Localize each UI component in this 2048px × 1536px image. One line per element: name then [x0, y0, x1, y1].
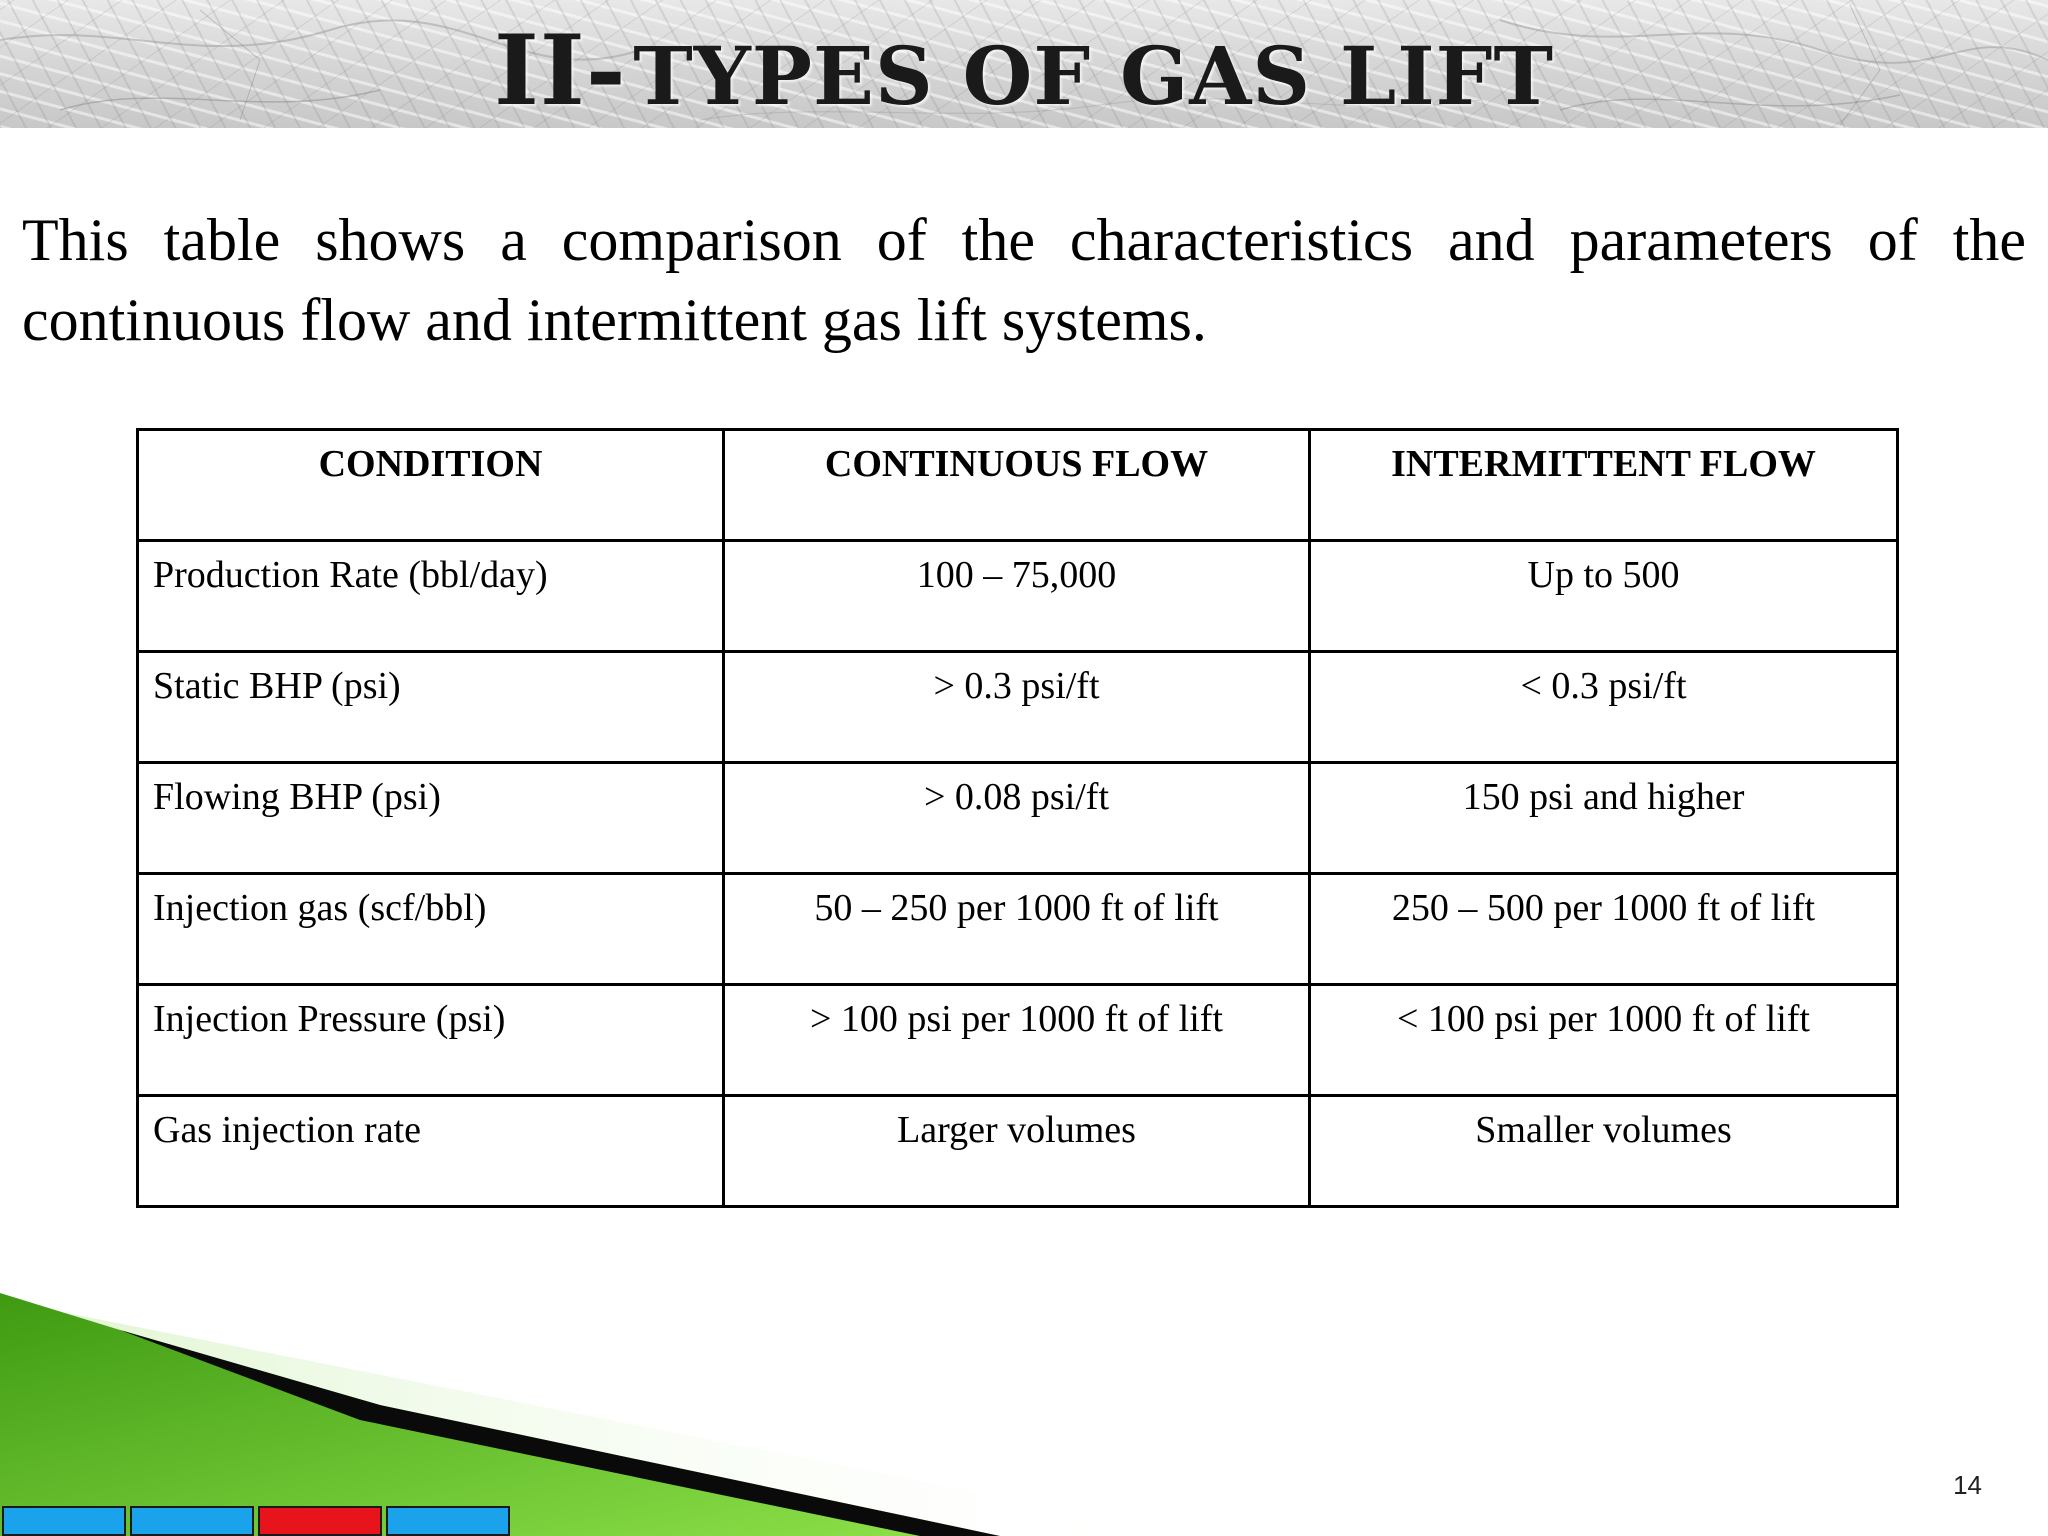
- table-row: [138, 874, 1898, 985]
- cell-intermittent: Up to 500: [1310, 541, 1898, 652]
- title-numeral: II-: [494, 14, 627, 127]
- cell-intermittent: < 100 psi per 1000 ft of lift: [1310, 985, 1898, 1096]
- cell-continuous: > 0.08 psi/ft: [724, 763, 1310, 874]
- table-row: [138, 541, 1898, 652]
- cell-condition: Gas injection rate: [138, 1096, 724, 1207]
- page-number: 14: [1953, 1470, 1982, 1500]
- footer-bar-blue-1: [2, 1506, 126, 1536]
- cell-continuous: 100 – 75,000: [724, 541, 1310, 652]
- slide-title: [0, 14, 2048, 127]
- cell-continuous: > 0.3 psi/ft: [724, 652, 1310, 763]
- footer-bar-blue-2: [130, 1506, 254, 1536]
- title-banner: [0, 0, 2048, 128]
- intro-paragraph: This table shows a comparison of the characteristics and parameters of the continuous flow and intermittent gas lift systems.: [22, 207, 2026, 353]
- cell-continuous: 50 – 250 per 1000 ft of lift: [724, 874, 1310, 985]
- table-row: [138, 652, 1898, 763]
- table-row: [138, 1096, 1898, 1207]
- footer-decoration: [0, 1280, 2048, 1536]
- title-main: TYPES OF GAS LIFT: [633, 29, 1554, 123]
- cell-condition: Injection Pressure (psi): [138, 985, 724, 1096]
- table-row: [138, 985, 1898, 1096]
- footer-bar-blue-3: [386, 1506, 510, 1536]
- cell-intermittent: Smaller volumes: [1310, 1096, 1898, 1207]
- cell-continuous: Larger volumes: [724, 1096, 1310, 1207]
- cell-intermittent: 150 psi and higher: [1310, 763, 1898, 874]
- table-row: [138, 763, 1898, 874]
- cell-condition: Production Rate (bbl/day): [138, 541, 724, 652]
- header-condition: CONDITION: [138, 430, 724, 541]
- cell-condition: Injection gas (scf/bbl): [138, 874, 724, 985]
- header-continuous-flow: CONTINUOUS FLOW: [724, 430, 1310, 541]
- cell-condition: Flowing BHP (psi): [138, 763, 724, 874]
- cell-intermittent: < 0.3 psi/ft: [1310, 652, 1898, 763]
- table-header-row: [138, 430, 1898, 541]
- footer-bar-red: [258, 1506, 382, 1536]
- cell-condition: Static BHP (psi): [138, 652, 724, 763]
- comparison-table: [136, 428, 1899, 1208]
- header-intermittent-flow: INTERMITTENT FLOW: [1310, 430, 1898, 541]
- cell-continuous: > 100 psi per 1000 ft of lift: [724, 985, 1310, 1096]
- cell-intermittent: 250 – 500 per 1000 ft of lift: [1310, 874, 1898, 985]
